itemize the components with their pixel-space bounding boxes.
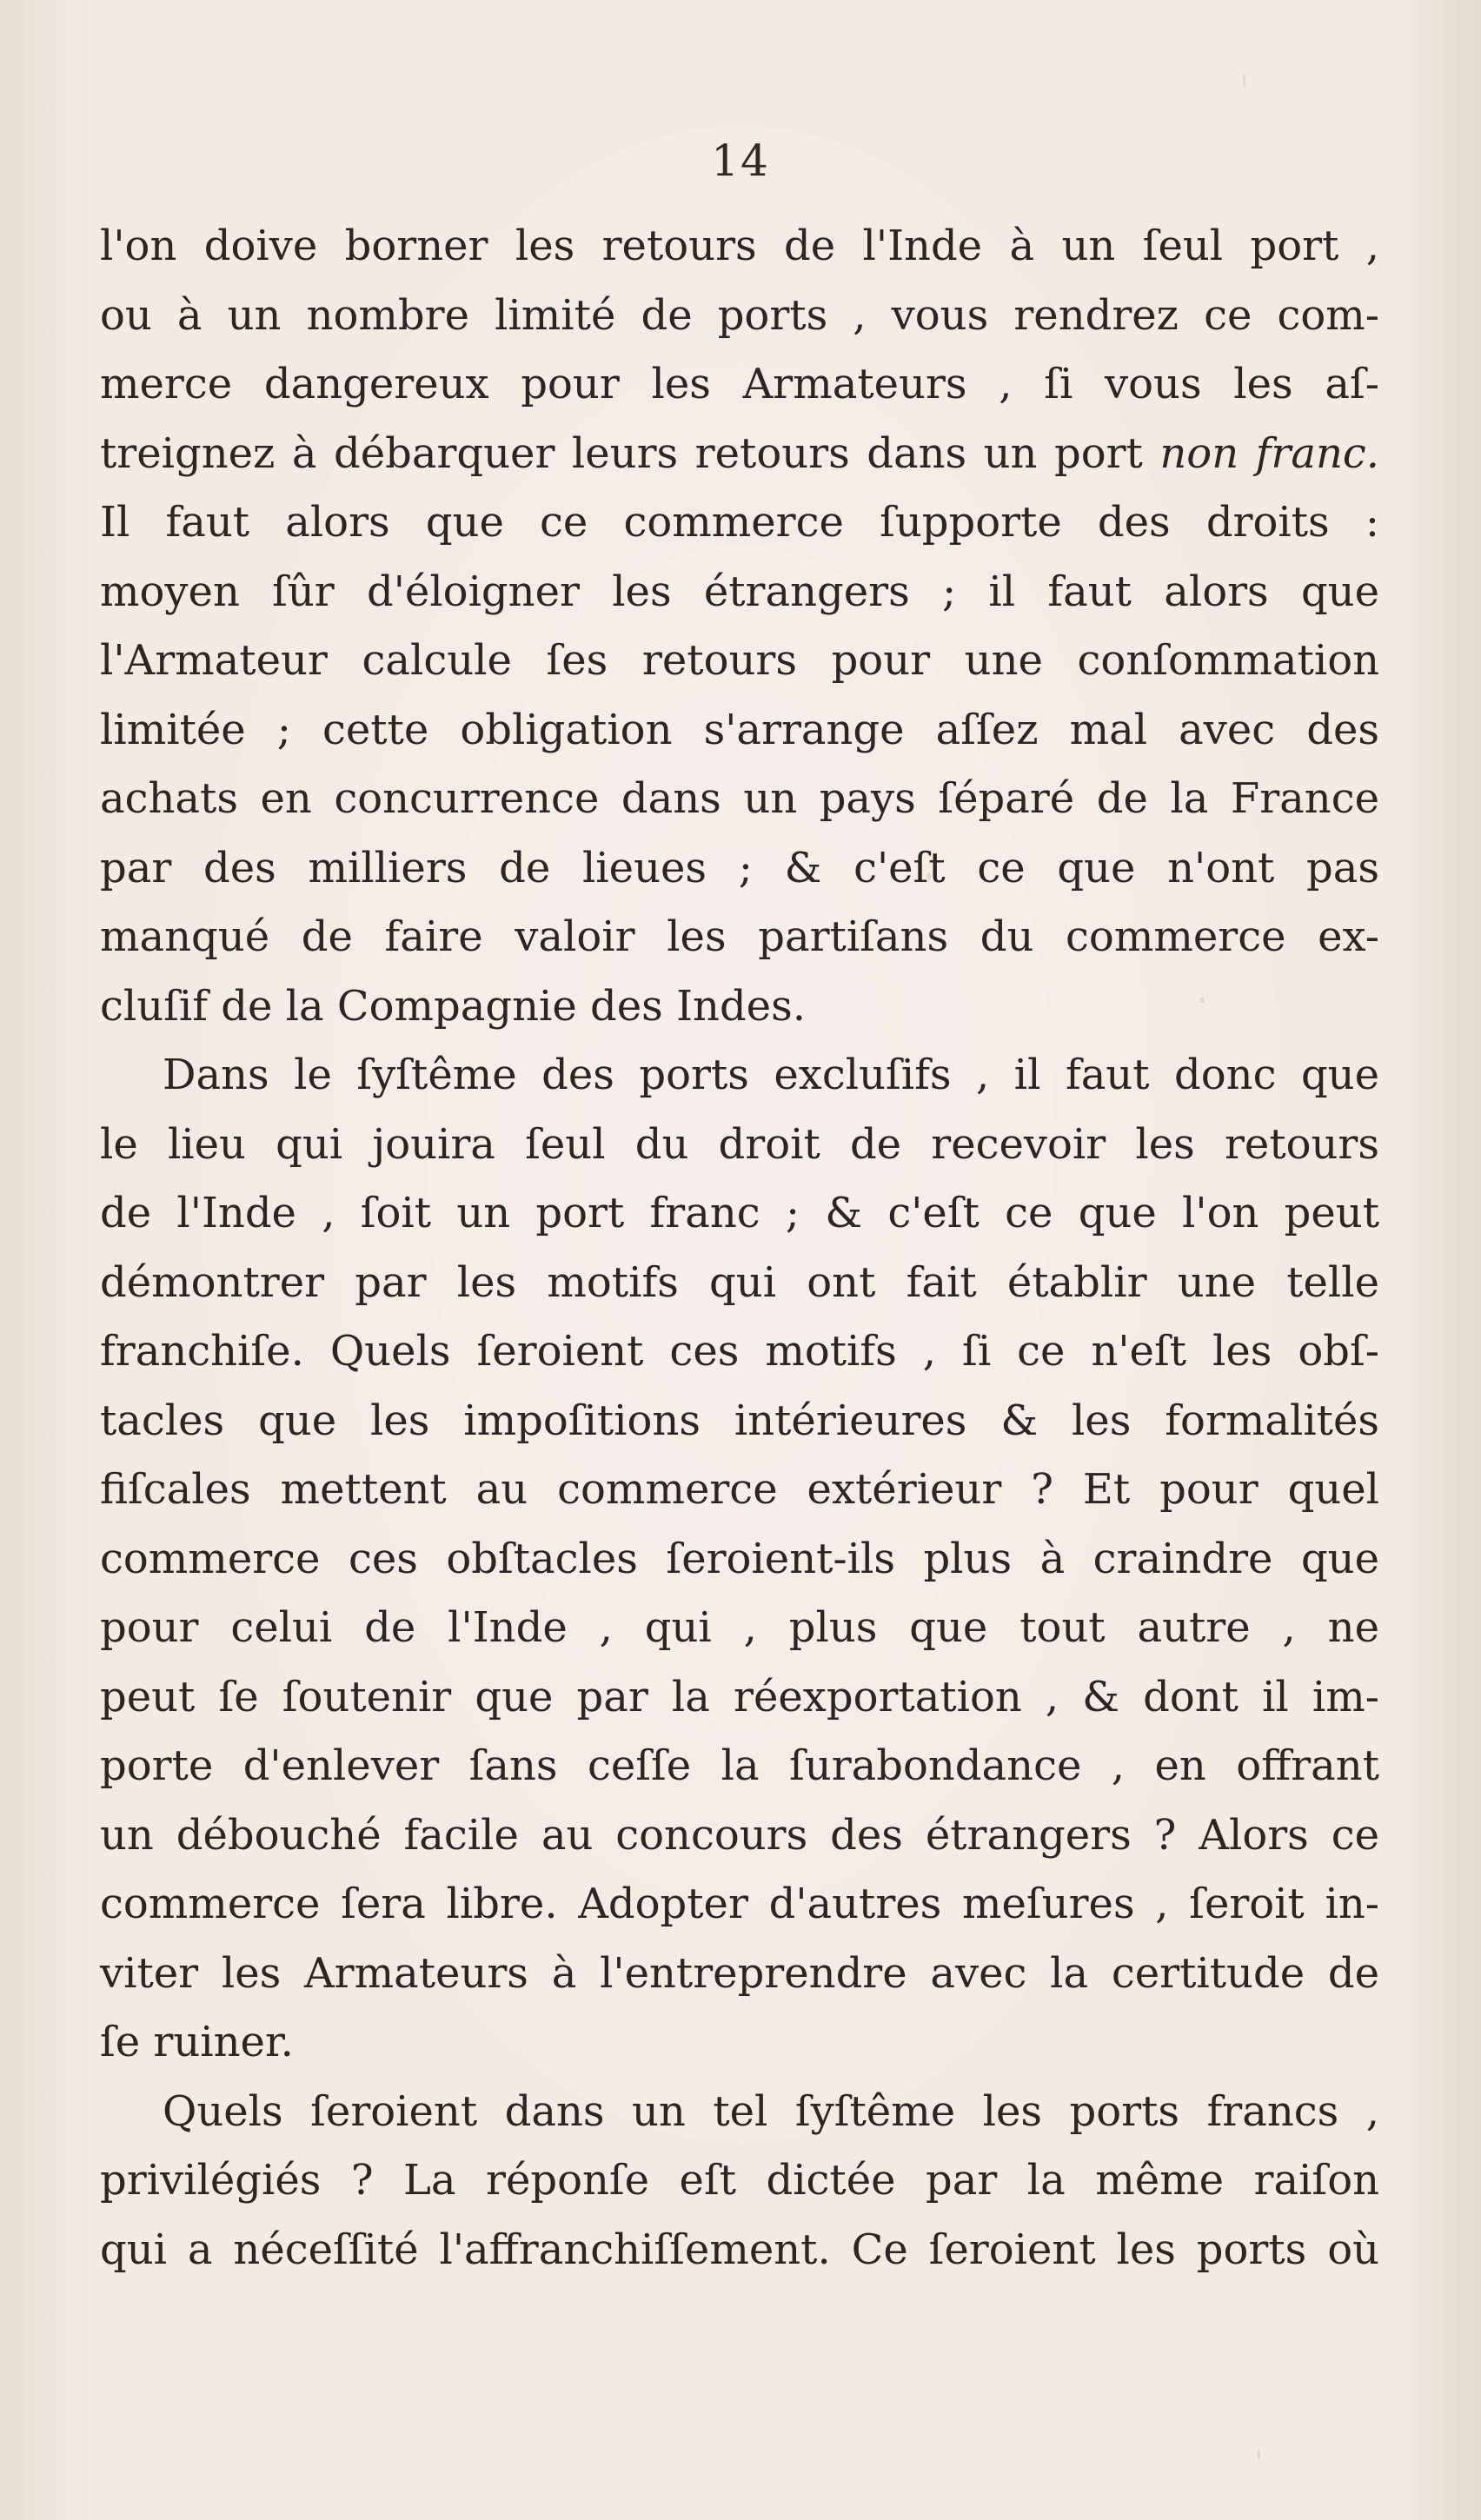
text-line-start: treignez à débarquer leurs retours dans un port xyxy=(100,428,1143,478)
text-line: par des milliers de lieues ; & c'eſt ce que n'ont pas xyxy=(100,843,1379,892)
text-line: qui a néceſſité l'affranchiſſement. Ce ſeroient les ports où xyxy=(100,2225,1379,2274)
text-line: un débouché facile au concours des étrangers ? Alors ce xyxy=(100,1810,1379,1860)
paragraph-3 xyxy=(100,2078,1379,2285)
text-line: franchiſe. Quels ſeroient ces motifs , ſi ce n'eſt les obſ- xyxy=(100,1327,1379,1376)
text-line: commerce ſera libre. Adopter d'autres meſures , ſeroit in- xyxy=(100,1880,1379,1928)
text-line: limitée ; cette obligation s'arrange aſſez mal avec des xyxy=(100,705,1379,754)
text-line: privilégiés ? La réponſe eſt dictée par la même raiſon xyxy=(100,2156,1379,2205)
text-line: commerce ces obſtacles ſeroient-ils plus à craindre que xyxy=(100,1534,1379,1583)
text-line: cluſif de la Compagnie des Indes. xyxy=(100,981,806,1031)
text-line: l'on doive borner les retours de l'Inde à un ſeul port , xyxy=(100,222,1379,270)
text-line: tacles que les impoſitions intérieures & les formalités xyxy=(100,1396,1379,1445)
paper-spot xyxy=(1243,75,1245,87)
text-line: Quels ſeroient dans un tel ſyſtême les ports francs , xyxy=(163,2086,1379,2136)
text-line: pour celui de l'Inde , qui , plus que tout autre , ne xyxy=(100,1603,1379,1652)
text-line: achats en concurrence dans un pays ſéparé de la France xyxy=(100,774,1379,823)
text-line: Il faut alors que ce commerce ſupporte des droits : xyxy=(100,498,1379,547)
text-line: fiſcales mettent au commerce extérieur ? Et pour quel xyxy=(100,1465,1379,1514)
paragraph-1 xyxy=(100,212,1379,1041)
text-line: peut ſe ſoutenir que par la réexportation , & dont il im- xyxy=(100,1672,1379,1721)
text-line: le lieu qui jouira ſeul du droit de recevoir les retours xyxy=(100,1119,1379,1169)
page-number: 14 xyxy=(711,136,770,186)
text-line xyxy=(100,420,1379,489)
text-line: ou à un nombre limité de ports , vous rendrez ce com- xyxy=(100,290,1379,340)
text-line: démontrer par les motifs qui ont fait établir une telle xyxy=(100,1257,1379,1307)
paragraph-2 xyxy=(100,1041,1379,2078)
body-text xyxy=(100,212,1379,2285)
paper-spot xyxy=(1258,2450,1260,2460)
text-line: l'Armateur calcule ſes retours pour une conſommation xyxy=(100,636,1379,685)
text-line: moyen ſûr d'éloigner les étrangers ; il faut alors que xyxy=(100,567,1379,616)
text-line: ſe ruiner. xyxy=(100,2018,294,2066)
text-line: manqué de faire valoir les partiſans du commerce ex- xyxy=(100,912,1379,961)
text-line: viter les Armateurs à l'entreprendre avec la certitude de xyxy=(100,1948,1379,1998)
text-line: Dans le ſyſtême des ports excluſifs , il faut donc que xyxy=(163,1051,1379,1099)
text-line: merce dangereux pour les Armateurs , ſi vous les aſ- xyxy=(100,360,1379,408)
italic-term: non franc. xyxy=(1159,428,1380,478)
text-line: de l'Inde , ſoit un port franc ; & c'eſt ce que l'on peut xyxy=(100,1189,1379,1237)
text-line: porte d'enlever ſans ceſſe la ſurabondance , en offrant xyxy=(100,1741,1379,1790)
